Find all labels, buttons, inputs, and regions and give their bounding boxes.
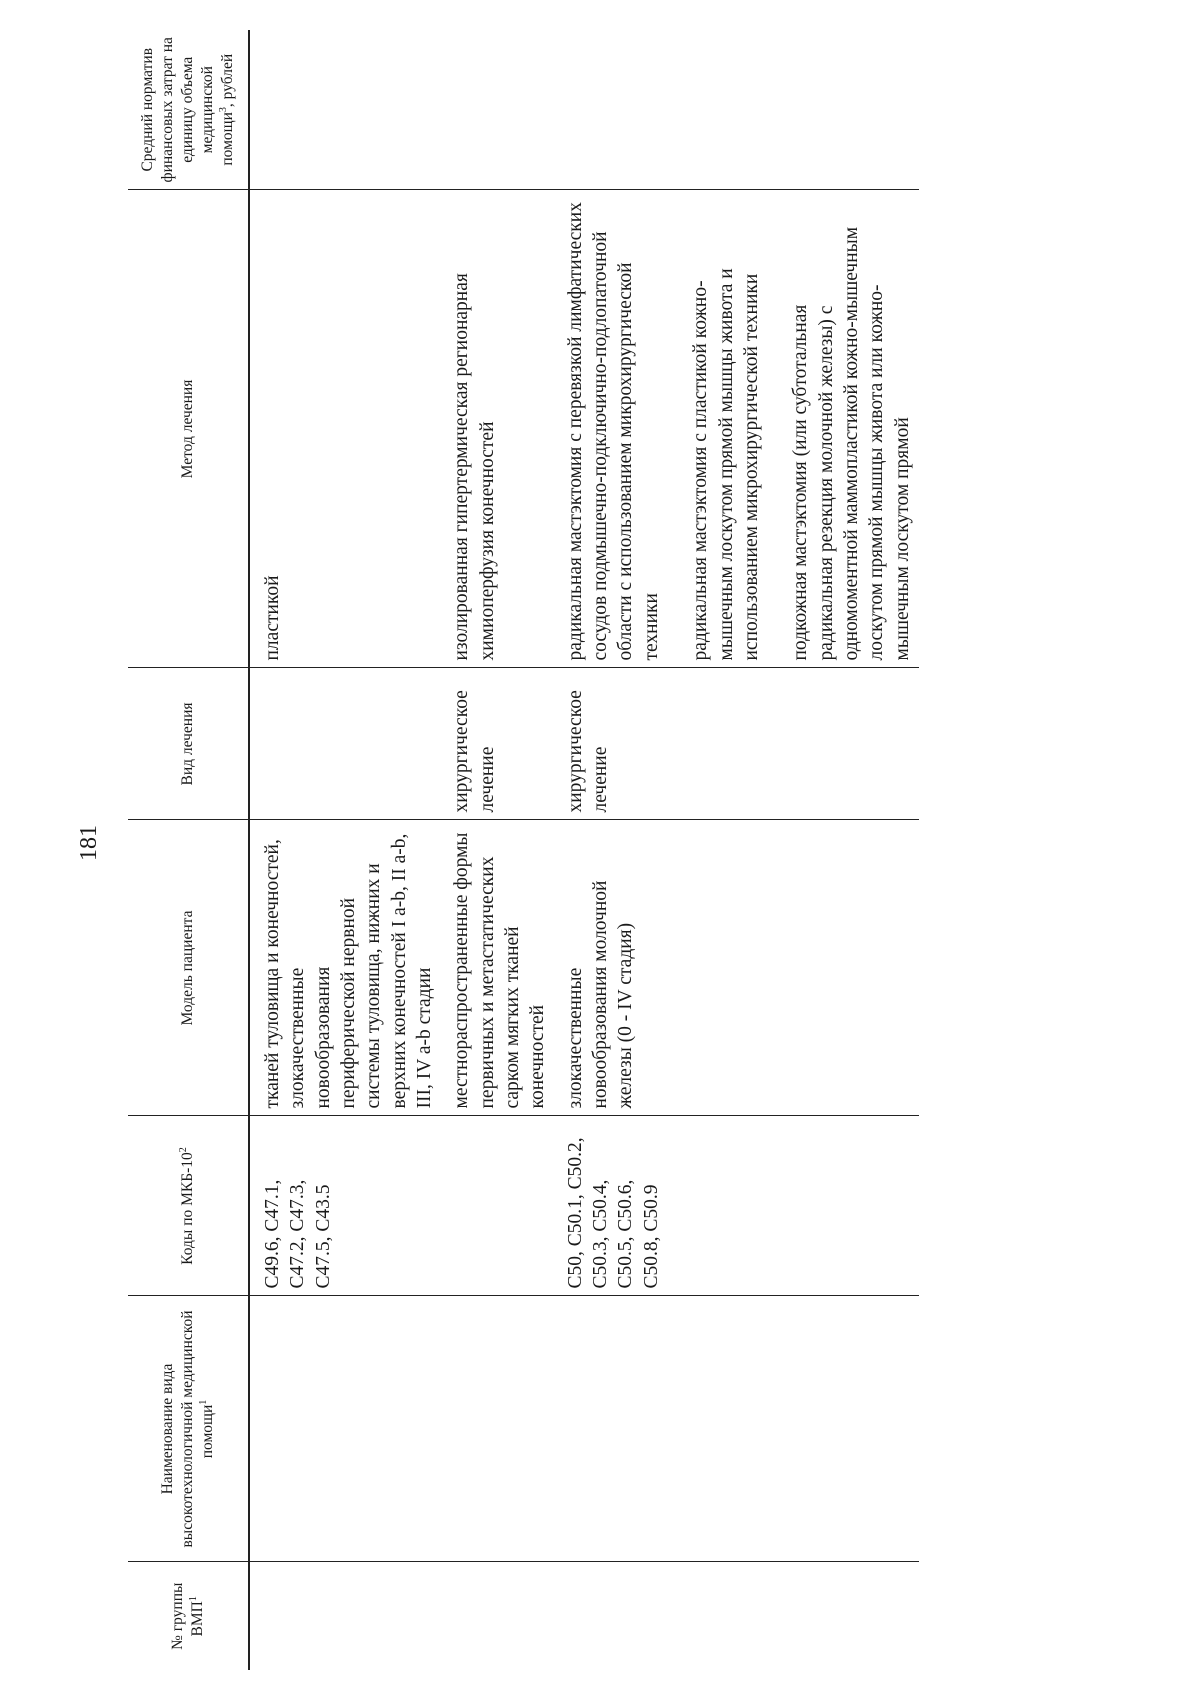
header-icd-codes: Коды по МКБ-$10^2$ bbox=[128, 1116, 249, 1296]
cell-group-number bbox=[555, 1562, 919, 1670]
table-row bbox=[249, 30, 441, 1670]
cell-vmp-name bbox=[555, 1296, 919, 1562]
header-group-number: № группы ВМП$^1$ bbox=[128, 1562, 249, 1670]
vmp-table bbox=[128, 30, 919, 1670]
cell-patient-model: местнораспространенные формы первичных и метастатических сарком мягких тканей конечностей bbox=[441, 820, 554, 1116]
cell-icd-codes: C50, C50.1, C50.2, C50.3, C50.4, C50.5, C50.6, C50.8, C50.9 bbox=[555, 1116, 919, 1296]
cell-treatment-type bbox=[249, 668, 441, 820]
cell-patient-model: злокачественные новообразования молочной железы (0 - IV стадия) bbox=[555, 820, 919, 1116]
cell-icd-codes bbox=[441, 1116, 554, 1296]
cell-average-cost bbox=[555, 30, 919, 190]
cell-treatment-type: хирургическое лечение bbox=[555, 668, 919, 820]
cell-treatment-method bbox=[249, 190, 441, 668]
treatment-method-text: подкожная мастэктомия (или субтотальная радикальная резекция молочной железы) с одномоментной маммопластикой кожно-мышечным лоскутом прямой мышцы живота или кожно-мышечным лоскутом прямой bbox=[790, 226, 913, 661]
cell-vmp-name bbox=[441, 1296, 554, 1562]
treatment-method-text: радикальная мастэктомия с перевязкой лимфатических сосудов подмышечно-подключично-подлопаточной области с использованием микрохирургической техники bbox=[564, 202, 662, 661]
cell-treatment-type: хирургическое лечение bbox=[441, 668, 554, 820]
cell-group-number bbox=[249, 1562, 441, 1670]
cell-group-number bbox=[441, 1562, 554, 1670]
table-row bbox=[555, 30, 919, 1670]
cell-vmp-name bbox=[249, 1296, 441, 1562]
header-treatment-type: Вид лечения bbox=[128, 668, 249, 820]
treatment-method-text: радикальная мастэктомия с пластикой кожно-мышечным лоскутом прямой мышцы живота и использованием микрохирургической техники bbox=[690, 268, 762, 661]
table-row bbox=[441, 30, 554, 1670]
treatment-method-text: изолированная гипертермическая регионарная химиоперфузия конечностей bbox=[451, 273, 498, 661]
cell-treatment-method bbox=[441, 190, 554, 668]
cell-patient-model: тканей туловища и конечностей, злокачественные новообразования периферической нервной системы туловища, нижних и верхних конечностей I a-b, II a-b, III, IV a-b стадии bbox=[249, 820, 441, 1116]
header-patient-model: Модель пациента bbox=[128, 820, 249, 1116]
cell-average-cost bbox=[441, 30, 554, 190]
cell-average-cost bbox=[249, 30, 441, 190]
cell-icd-codes: C49.6, C47.1, C47.2, C47.3, C47.5, C43.5 bbox=[249, 1116, 441, 1296]
table-header-row bbox=[128, 30, 249, 1670]
header-average-cost: Средний норматив финансовых затрат на единицу объема медицинской помощи$^3$, рублей bbox=[128, 30, 249, 190]
page-number: 181 bbox=[76, 825, 102, 861]
header-treatment-method: Метод лечения bbox=[128, 190, 249, 668]
cell-treatment-method bbox=[555, 190, 919, 668]
treatment-method-text: пластикой bbox=[262, 575, 283, 661]
header-vmp-name: Наименование вида высокотехнологичной медицинской помощи$^1$ bbox=[128, 1296, 249, 1562]
